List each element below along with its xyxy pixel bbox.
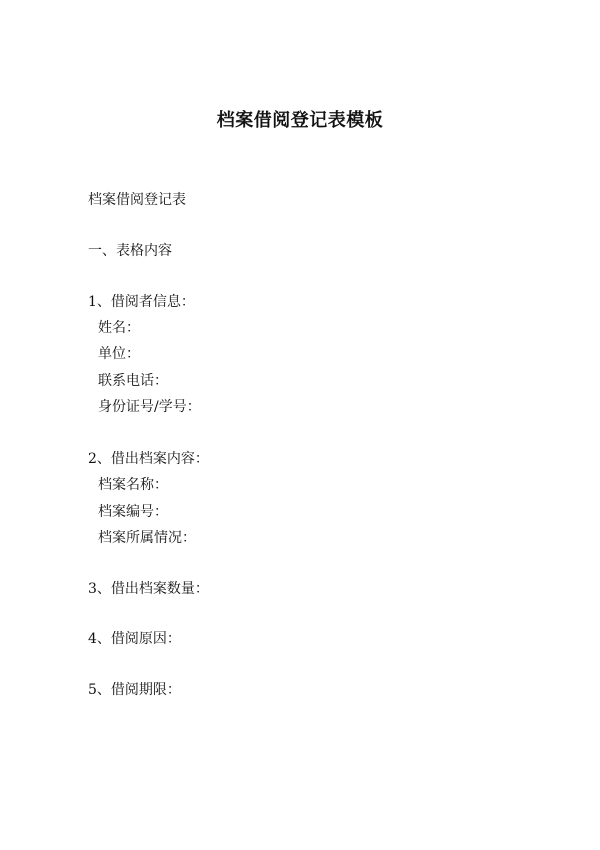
- field-id-number: 身份证号/学号：: [98, 399, 201, 415]
- form-subtitle: 档案借阅登记表: [88, 192, 186, 208]
- item-borrow-reason: 4、借阅原因：: [88, 631, 181, 647]
- field-organization: 单位：: [98, 346, 140, 362]
- item-borrower-info: 1、借阅者信息：: [88, 294, 195, 310]
- item-archive-content: 2、借出档案内容：: [88, 451, 209, 467]
- field-archive-ownership: 档案所属情况：: [98, 530, 196, 546]
- field-archive-number: 档案编号：: [98, 504, 168, 520]
- field-archive-name: 档案名称：: [98, 477, 168, 493]
- field-name: 姓名：: [98, 320, 140, 336]
- item-borrow-period: 5、借阅期限：: [88, 682, 181, 698]
- field-phone: 联系电话：: [98, 373, 168, 389]
- section-heading: 一、表格内容: [88, 243, 172, 259]
- document-title: 档案借阅登记表模板: [216, 110, 384, 131]
- item-archive-quantity: 3、借出档案数量：: [88, 581, 209, 597]
